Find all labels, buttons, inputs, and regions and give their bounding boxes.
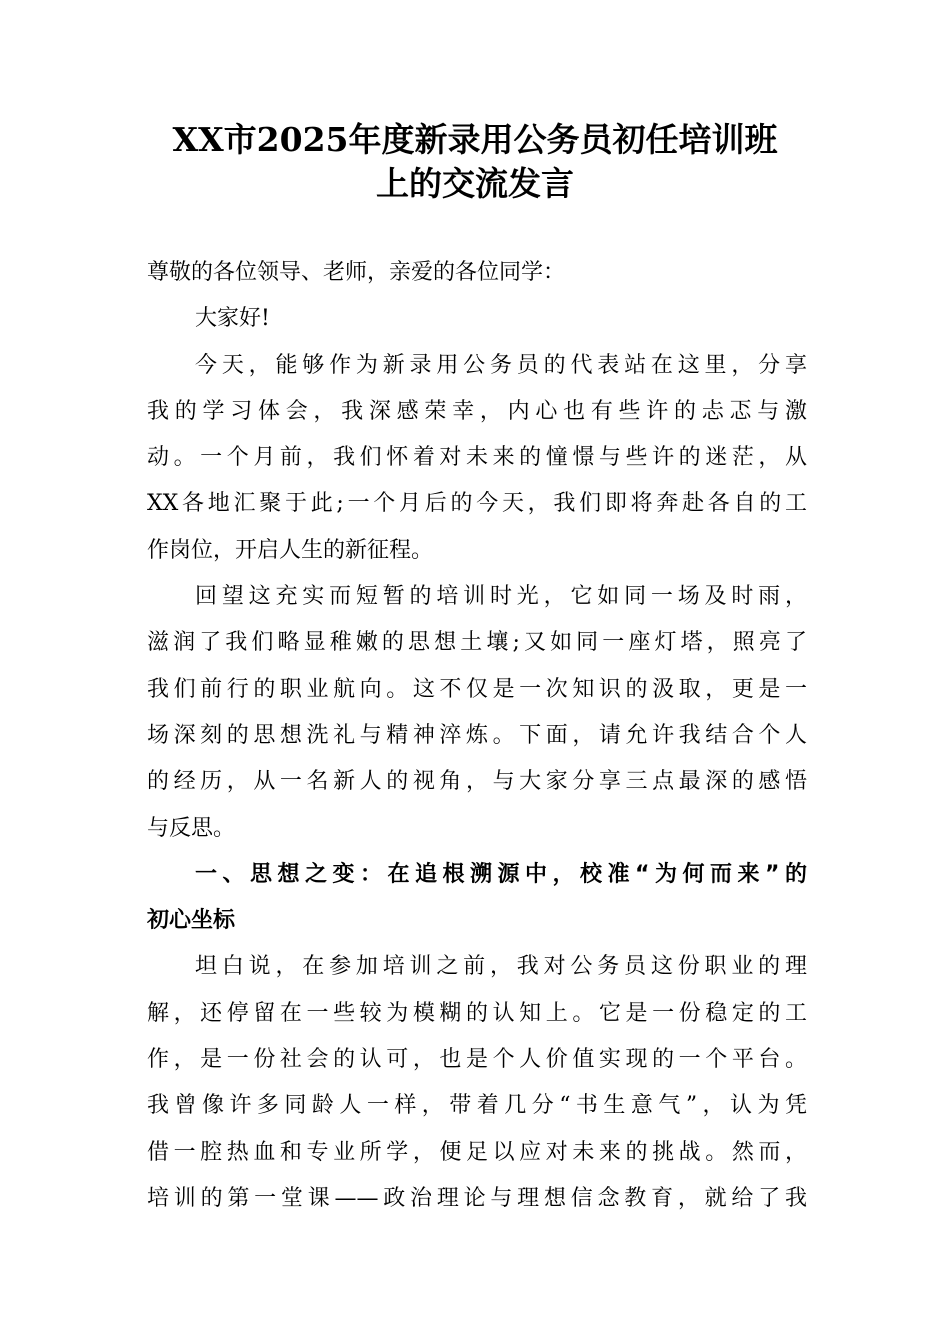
salutation: 尊敬的各位领导、老师，亲爱的各位同学： <box>147 260 566 285</box>
paragraph-3-line: 坦白说，在参加培训之前，我对公务员这份职业的理 <box>195 954 807 980</box>
paragraph-2-line: 场深刻的思想洗礼与精神淬炼。下面，请允许我结合个人 <box>147 722 807 748</box>
paragraph-3-line: 作，是一份社会的认可，也是个人价值实现的一个平台。 <box>147 1047 807 1073</box>
document-title-line-1: XX市2025年度新录用公务员初任培训班 <box>172 120 778 159</box>
paragraph-1-line: 作岗位，开启人生的新征程。 <box>147 537 434 563</box>
paragraph-1-line: XX各地汇聚于此;一个月后的今天，我们即将奔赴各自的工 <box>147 491 807 517</box>
paragraph-3-line: 培训的第一堂课——政治理论与理想信念教育，就给了我 <box>147 1185 807 1211</box>
paragraph-2-line: 的经历，从一名新人的视角，与大家分享三点最深的感悟 <box>147 769 807 795</box>
paragraph-3-line: 我曾像许多同龄人一样，带着几分“书生意气”，认为凭 <box>147 1093 807 1119</box>
paragraph-1-line: 动。一个月前，我们怀着对未来的憧憬与些许的迷茫，从 <box>147 445 807 471</box>
paragraph-2-line: 我们前行的职业航向。这不仅是一次知识的汲取，更是一 <box>147 676 807 702</box>
paragraph-3-line: 借一腔热血和专业所学，便足以应对未来的挑战。然而， <box>147 1139 807 1165</box>
paragraph-2-line: 与反思。 <box>147 815 236 841</box>
paragraph-2-line: 滋润了我们略显稚嫩的思想土壤;又如同一座灯塔，照亮了 <box>147 630 807 656</box>
paragraph-1-line: 我的学习体会，我深感荣幸，内心也有些许的忐忑与激 <box>147 398 807 424</box>
document-title-line-2: 上的交流发言 <box>376 164 574 203</box>
section-heading-line: 初心坐标 <box>147 908 236 934</box>
paragraph-1-line: 今天，能够作为新录用公务员的代表站在这里，分享 <box>195 352 807 378</box>
paragraph-3-line: 解，还停留在一些较为模糊的认知上。它是一份稳定的工 <box>147 1000 807 1026</box>
document-body <box>147 250 807 1222</box>
section-heading-line: 一、思想之变：在追根溯源中，校准“为何而来”的 <box>195 861 807 887</box>
paragraph-2-line: 回望这充实而短暂的培训时光，它如同一场及时雨， <box>195 584 807 610</box>
greeting: 大家好! <box>195 306 270 332</box>
